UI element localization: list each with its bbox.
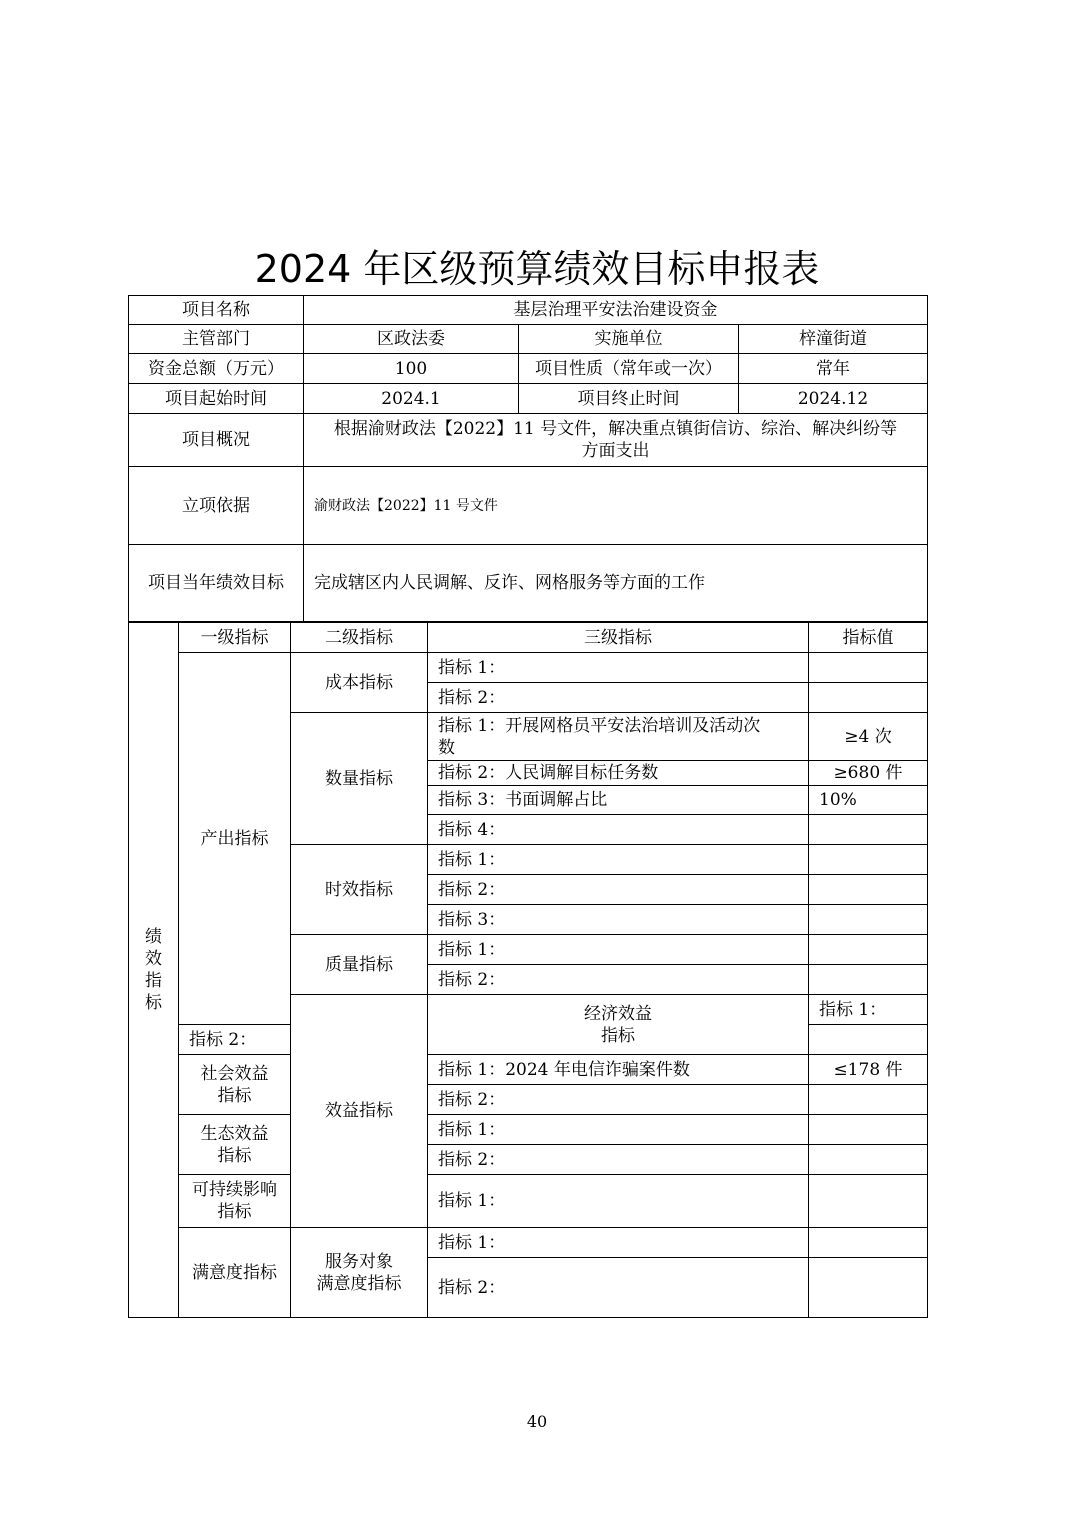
indicator-value [809, 683, 928, 713]
indicator-value [809, 1175, 928, 1228]
overview-label: 项目概况 [129, 414, 304, 467]
indicator-text: 指标 2： [428, 683, 809, 713]
indicator-text: 指标 2： [428, 1085, 809, 1115]
indicator-value [809, 1145, 928, 1175]
timeliness-indicator-label: 时效指标 [291, 845, 428, 935]
indicator-text: 指标 1： [428, 1175, 809, 1228]
indicator-value [809, 1115, 928, 1145]
indicator-text: 指标 1：开展网格员平安法治培训及活动次 数 [428, 713, 809, 761]
indicators-table [128, 622, 928, 1318]
indicator-value [809, 905, 928, 935]
performance-indicator-side-label: 绩 效 指 标 [129, 623, 179, 1318]
indicator-value: 10% [809, 786, 928, 815]
page-number: 40 [526, 1412, 548, 1431]
nature-value: 常年 [739, 354, 928, 384]
overview-line-2: 方面支出 [581, 441, 650, 461]
indicator-value: ≤178 件 [809, 1055, 928, 1085]
cost-indicator-label: 成本指标 [291, 653, 428, 713]
funds-label: 资金总额（万元） [129, 354, 304, 384]
indicator-value [809, 1258, 928, 1318]
start-label: 项目起始时间 [129, 384, 304, 414]
start-value: 2024.1 [304, 384, 519, 414]
indicator-value [809, 1025, 928, 1055]
benefit-indicator-label: 效益指标 [291, 995, 428, 1228]
header-level1: 一级指标 [179, 623, 291, 653]
impl-label: 实施单位 [519, 325, 739, 354]
indicator-text: 指标 2：人民调解目标任务数 [428, 761, 809, 786]
indicator-text: 指标 1： [428, 653, 809, 683]
goal-value: 完成辖区内人民调解、反诈、网格服务等方面的工作 [304, 545, 928, 622]
basis-value: 渝财政法【2022】11 号文件 [304, 467, 928, 545]
indicator-text: 指标 1： [428, 935, 809, 965]
project-name-value: 基层治理平安法治建设资金 [304, 296, 928, 325]
header-level3: 三级指标 [428, 623, 809, 653]
end-value: 2024.12 [739, 384, 928, 414]
goal-label: 项目当年绩效目标 [129, 545, 304, 622]
end-label: 项目终止时间 [519, 384, 739, 414]
indicator-text: 指标 2： [428, 1258, 809, 1318]
indicator-text: 指标 2： [428, 875, 809, 905]
header-value: 指标值 [809, 623, 928, 653]
nature-label: 项目性质（常年或一次） [519, 354, 739, 384]
dept-value: 区政法委 [304, 325, 519, 354]
indicator-value [809, 845, 928, 875]
quality-indicator-label: 质量指标 [291, 935, 428, 995]
quantity-indicator-label: 数量指标 [291, 713, 428, 845]
indicator-value [809, 935, 928, 965]
indicator-text: 指标 3： [428, 905, 809, 935]
indicator-text: 指标 1：2024 年电信诈骗案件数 [428, 1055, 809, 1085]
indicator-text: 指标 1： [428, 1115, 809, 1145]
economic-indicator-label: 经济效益 指标 [428, 995, 809, 1055]
ecological-indicator-label: 生态效益 指标 [179, 1115, 291, 1175]
indicator-value [809, 815, 928, 845]
basis-label: 立项依据 [129, 467, 304, 545]
sustainable-indicator-label: 可持续影响 指标 [179, 1175, 291, 1228]
indicator-text: 指标 2： [428, 1145, 809, 1175]
indicator-text: 指标 2： [428, 965, 809, 995]
project-info-table [128, 295, 928, 622]
overview-value [304, 414, 928, 467]
dept-label: 主管部门 [129, 325, 304, 354]
indicator-value [809, 1085, 928, 1115]
impl-value: 梓潼街道 [739, 325, 928, 354]
indicator-value: ≥4 次 [809, 713, 928, 761]
indicator-text: 指标 4： [428, 815, 809, 845]
service-satisfaction-label: 服务对象 满意度指标 [291, 1228, 428, 1318]
indicator-text: 指标 1： [428, 1228, 809, 1258]
satisfaction-indicator-label: 满意度指标 [179, 1228, 291, 1318]
page-title: 2024 年区级预算绩效目标申报表 [254, 247, 820, 291]
overview-line-1: 根据渝财政法【2022】11 号文件，解决重点镇街信访、综治、解决纠纷等 [333, 419, 898, 439]
indicator-value [809, 875, 928, 905]
indicator-value [809, 965, 928, 995]
indicator-text: 指标 3：书面调解占比 [428, 786, 809, 815]
indicator-value [809, 653, 928, 683]
project-name-label: 项目名称 [129, 296, 304, 325]
social-indicator-label: 社会效益 指标 [179, 1055, 291, 1115]
indicator-text: 指标 2： [179, 1025, 291, 1055]
indicator-value: ≥680 件 [809, 761, 928, 786]
header-level2: 二级指标 [291, 623, 428, 653]
output-indicator-label: 产出指标 [179, 653, 291, 1025]
indicator-text: 指标 1： [428, 845, 809, 875]
indicator-value [809, 1228, 928, 1258]
funds-value: 100 [304, 354, 519, 384]
indicator-text: 指标 1： [809, 995, 928, 1025]
